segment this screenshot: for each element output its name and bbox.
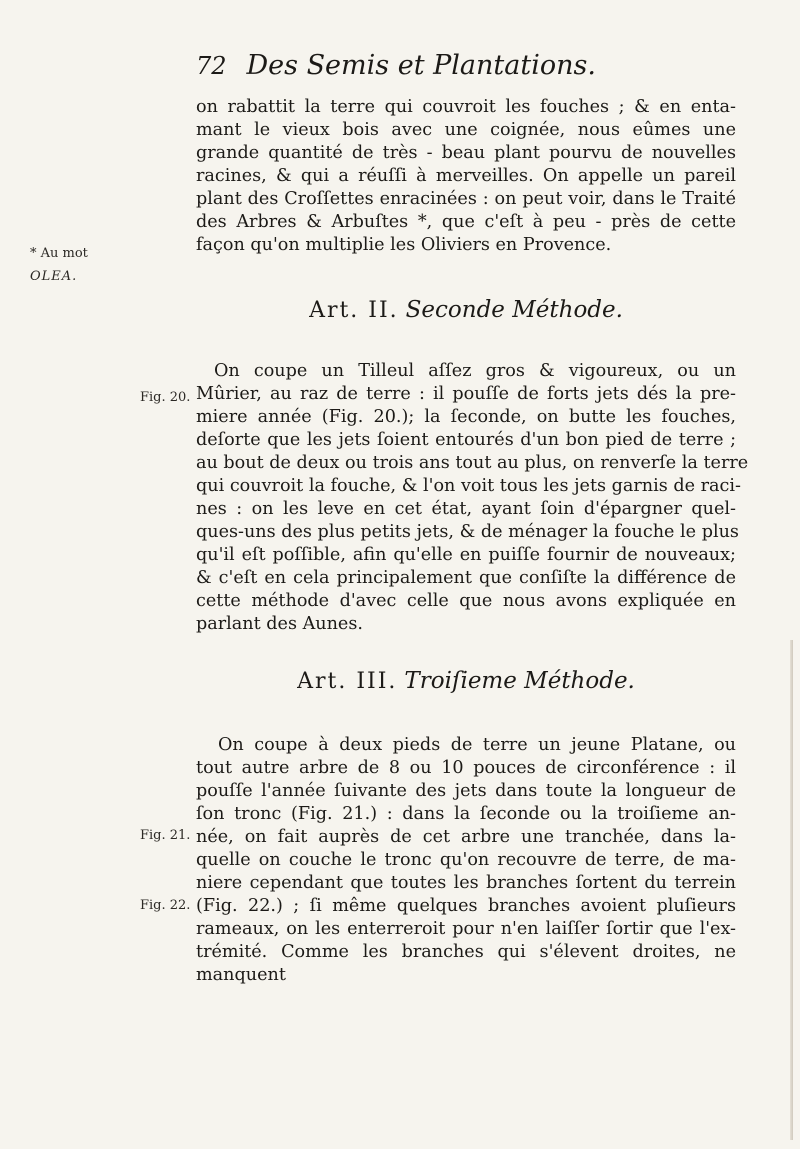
text-line: miere année (Fig. 20.); la ſeconde, on butte les fouches, xyxy=(196,407,736,427)
text-line: grande quantité de très - beau plant pourvu de nouvelles xyxy=(196,143,736,163)
margin-fig-22: Fig. 22. xyxy=(140,898,191,913)
text-line: & c'eſt en cela principalement que conſiſte la différence de xyxy=(196,568,736,588)
text-line: racines, & qui a réuſſi à merveilles. On appelle un pareil xyxy=(196,166,736,186)
text-line: (Fig. 22.) ; ſi même quelques branches avoient pluſieurs xyxy=(196,896,736,916)
text-line: pouſſe l'année ſuivante des jets dans toute la longueur de xyxy=(196,781,736,801)
text-line: nes : on les leve en cet état, ayant ſoin d'épargner quel- xyxy=(196,499,736,519)
text-line: trémité. Comme les branches qui s'élevent droites, ne xyxy=(196,942,736,962)
page-edge-shadow xyxy=(790,640,793,1140)
text-line: mant le vieux bois avec une coignée, nous eûmes une xyxy=(196,120,736,140)
margin-fig-20: Fig. 20. xyxy=(140,390,191,405)
text-line: ſon tronc (Fig. 21.) : dans la ſeconde ou la troiſieme an- xyxy=(196,804,736,824)
text-line: manquent xyxy=(196,965,286,985)
paragraph-1 xyxy=(196,96,736,257)
text-line: Mûrier, au raz de terre : il pouſſe de forts jets dés la pre- xyxy=(196,384,736,404)
margin-note-line: OLEA. xyxy=(30,269,78,284)
paragraph-3 xyxy=(196,734,736,987)
running-header xyxy=(196,50,736,81)
paragraph-2 xyxy=(196,360,749,636)
text-line: plant des Croſſettes enracinées : on peut voir, dans le Traité xyxy=(196,189,736,209)
article-3-heading xyxy=(196,668,736,694)
text-line: on rabattit la terre qui couvroit les fouches ; & en enta- xyxy=(196,97,736,117)
article-title: Seconde Méthode. xyxy=(405,297,623,323)
text-line: qui couvroit la fouche, & l'on voit tous les jets garnis de raci- xyxy=(196,476,741,496)
text-line: façon qu'on multiplie les Oliviers en Provence. xyxy=(196,235,612,255)
margin-note-line: * Au mot xyxy=(30,246,88,261)
text-line: cette méthode d'avec celle que nous avons expliquée en xyxy=(196,591,736,611)
text-line: ques-uns des plus petits jets, & de ménager la fouche le plus xyxy=(196,522,739,542)
text-line: niere cependant que toutes les branches ſortent du terrein xyxy=(196,873,736,893)
article-label: Art. II. xyxy=(309,298,399,323)
text-line: deſorte que les jets ſoient entourés d'un bon pied de terre ; xyxy=(196,430,736,450)
text-line: On coupe un Tilleul aſſez gros & vigoureux, ou un xyxy=(214,361,736,381)
text-line: rameaux, on les enterreroit pour n'en laiſſer ſortir que l'ex- xyxy=(196,919,736,939)
text-line: parlant des Aunes. xyxy=(196,614,363,634)
text-line: au bout de deux ou trois ans tout au plus, on renverſe la terre xyxy=(196,453,749,473)
text-line: On coupe à deux pieds de terre un jeune Platane, ou xyxy=(218,735,736,755)
page-number: 72 xyxy=(196,52,227,80)
article-label: Art. III. xyxy=(297,669,398,694)
article-title: Troiſieme Méthode. xyxy=(404,668,635,694)
text-line: tout autre arbre de 8 ou 10 pouces de circonférence : il xyxy=(196,758,736,778)
text-line: née, on fait auprès de cet arbre une tranchée, dans la- xyxy=(196,827,736,847)
text-line: des Arbres & Arbuſtes *, que c'eſt à peu - près de cette xyxy=(196,212,736,232)
text-line: qu'il eſt poſſible, afin qu'elle en puiſſe fournir de nouveaux; xyxy=(196,545,736,565)
text-line: quelle on couche le tronc qu'on recouvre de terre, de ma- xyxy=(196,850,736,870)
margin-note-olea xyxy=(30,246,190,284)
running-title: Des Semis et Plantations. xyxy=(246,50,596,81)
margin-fig-21: Fig. 21. xyxy=(140,828,191,843)
article-2-heading xyxy=(196,297,736,323)
